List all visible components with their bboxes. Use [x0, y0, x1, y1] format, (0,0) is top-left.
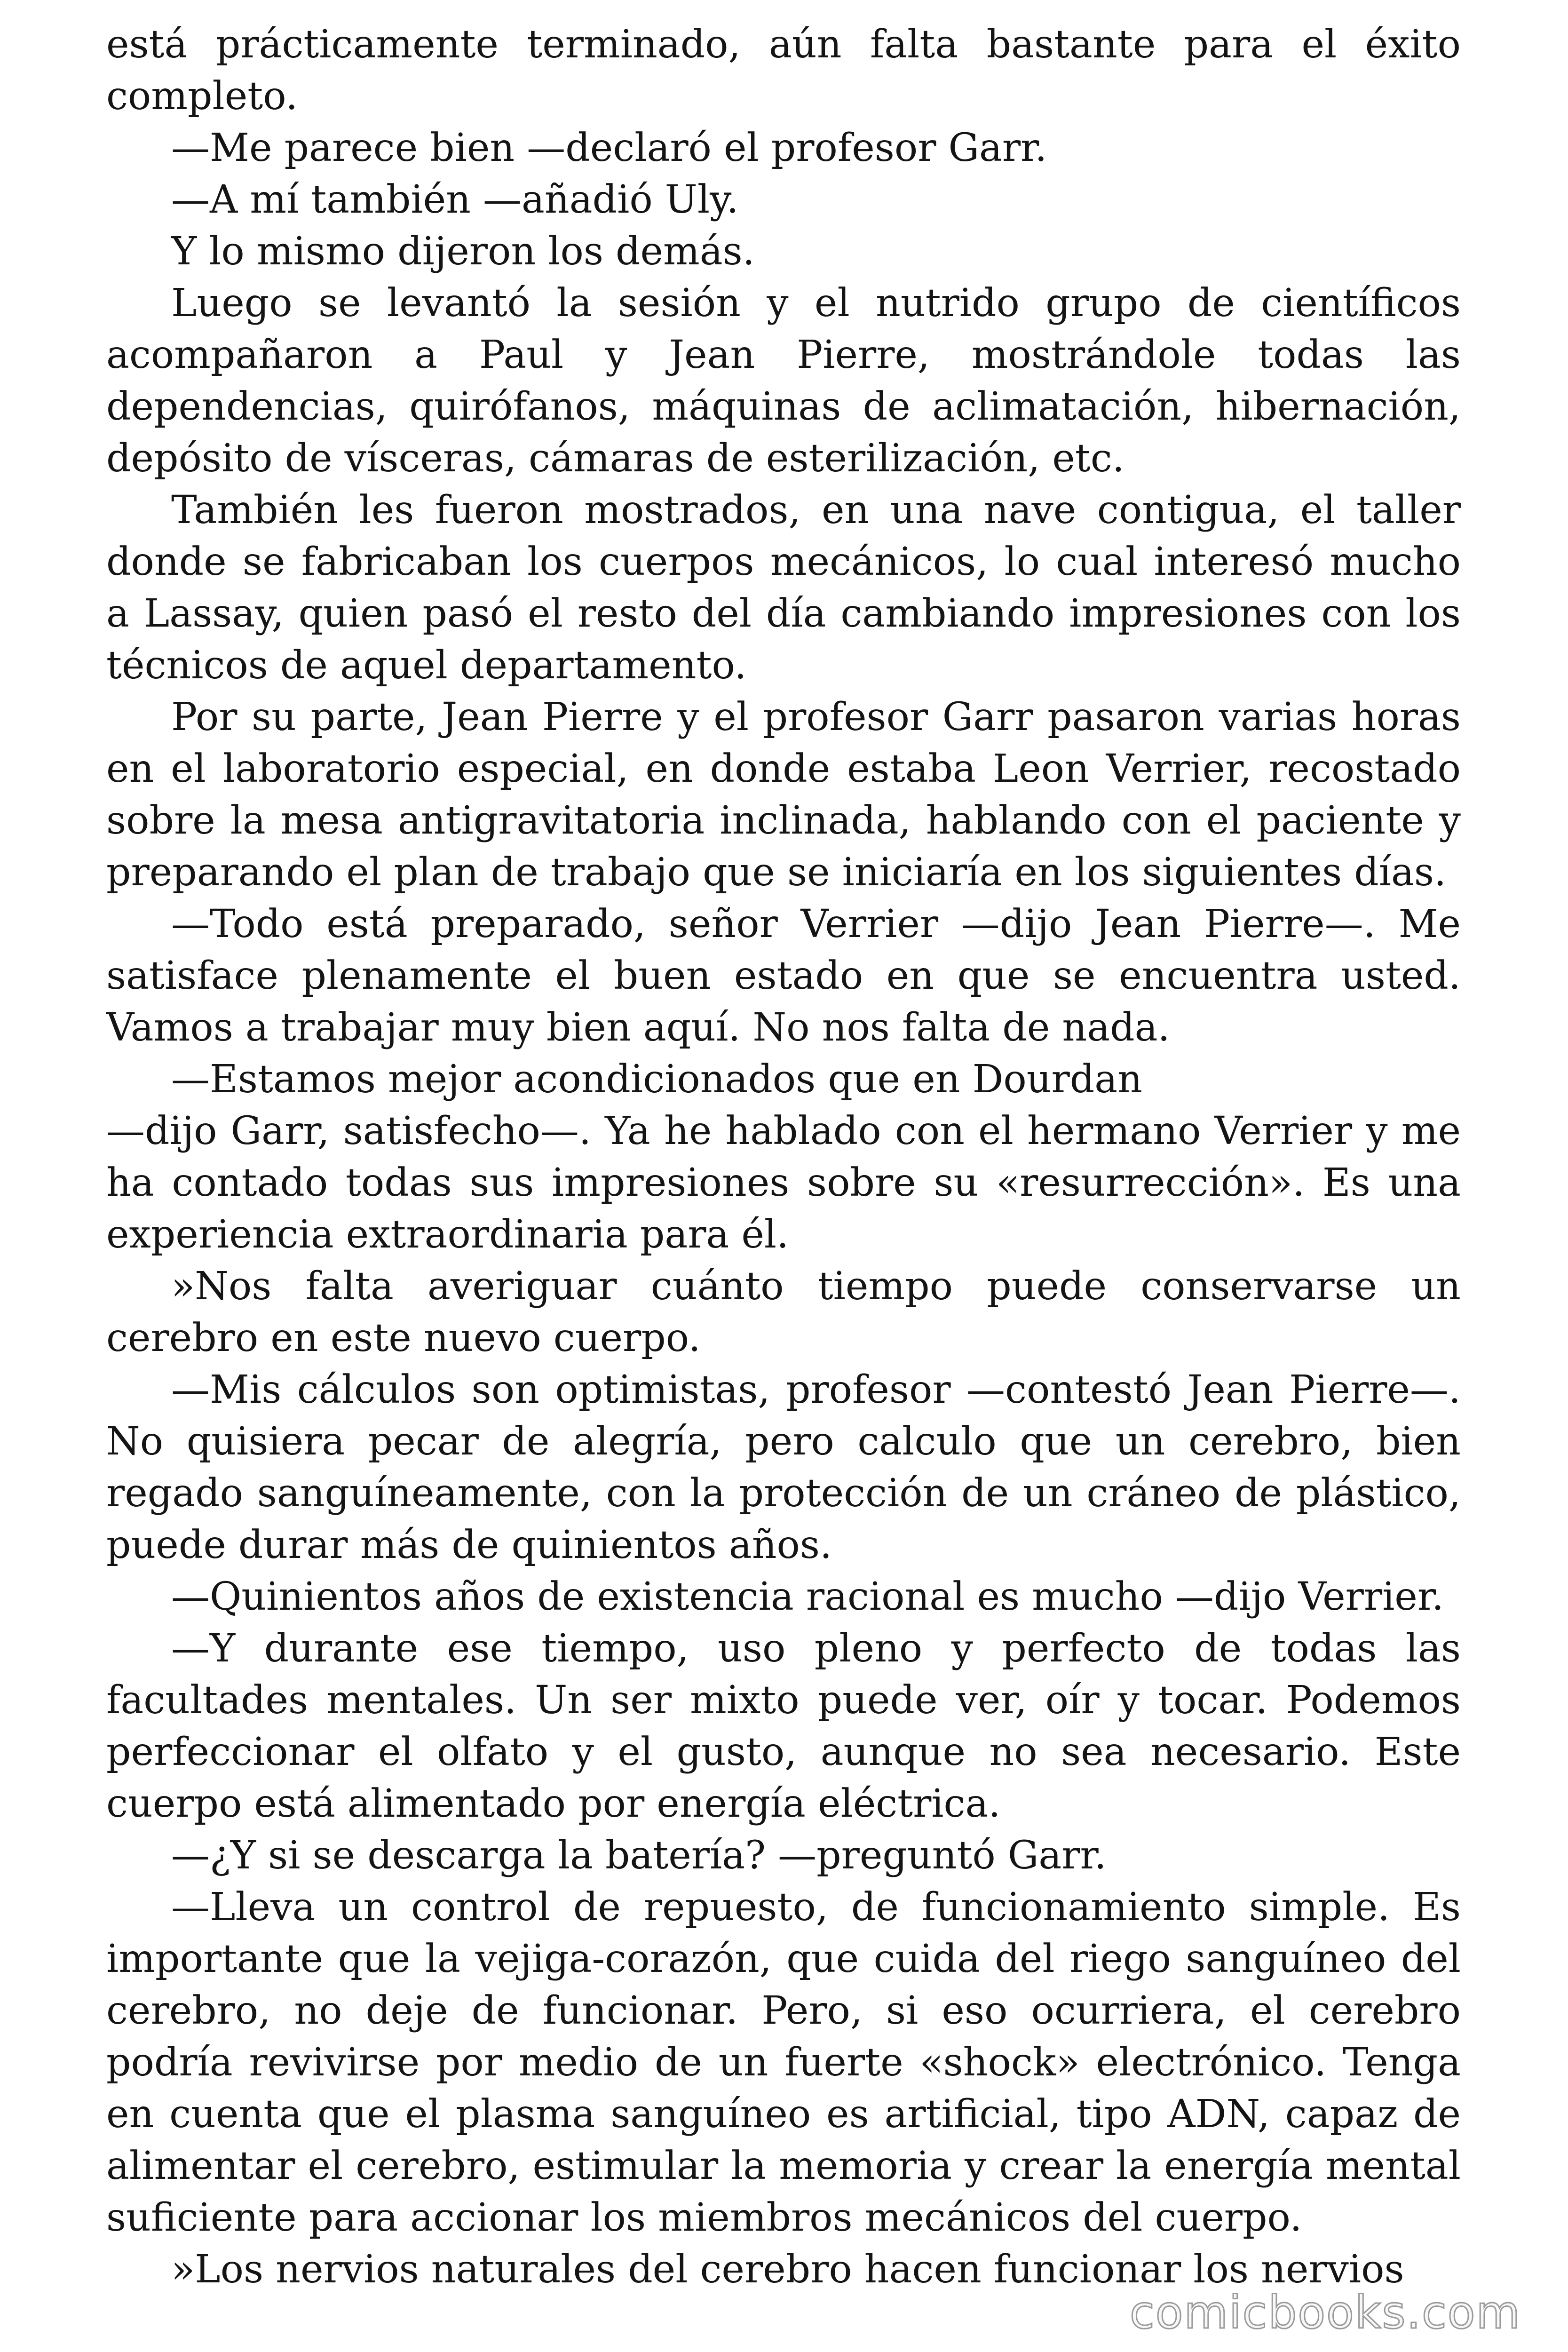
paragraph: —Y durante ese tiempo, uso pleno y perfecto de todas las facultades mentales. Un ser mixto puede ver, oír y tocar. Podemos perfeccionar el olfato y el gusto, aunque no sea necesario. Este cuerpo está alimentado por energía eléctrica. [106, 1626, 1461, 1826]
paragraph: Por su parte, Jean Pierre y el profesor Garr pasaron varias horas en el laboratorio especial, en donde estaba Leon Verrier, recostado sobre la mesa antigravitatoria inclinada, hablando con el paciente y preparando el plan de trabajo que se iniciaría en los siguientes días. [106, 695, 1461, 895]
paragraph: —A mí también —añadió Uly. [171, 177, 739, 222]
paragraph: —Mis cálculos son optimistas, profesor —contestó Jean Pierre—. No quisiera pecar de alegría, pero calculo que un cerebro, bien regado sanguíneamente, con la protección de un cráneo de plástico, puede durar más de quinientos años. [106, 1367, 1461, 1567]
paragraph: Luego se levantó la sesión y el nutrido grupo de científicos acompañaron a Paul y Jean Pierre, mostrándole todas las dependencias, quirófanos, máquinas de aclimatación, hibernación, depósito de vísceras, cámaras de esterilización, etc. [106, 281, 1461, 481]
paragraph: —Estamos mejor acondicionados que en Dourdan [171, 1057, 1142, 1102]
paragraph: —Quinientos años de existencia racional es mucho —dijo Verrier. [171, 1574, 1444, 1619]
paragraph: —Todo está preparado, señor Verrier —dijo Jean Pierre—. Me satisface plenamente el buen estado en que se encuentra usted. Vamos a trabajar muy bien aquí. No nos falta de nada. [106, 902, 1461, 1050]
paragraph: —Lleva un control de repuesto, de funcionamiento simple. Es importante que la vejiga-corazón, que cuida del riego sanguíneo del cerebro, no deje de funcionar. Pero, si eso ocurriera, el cerebro podría revivirse por medio de un fuerte «shock» electrónico. Tenga en cuenta que el plasma sanguíneo es artificial, tipo ADN, capaz de alimentar el cerebro, estimular la memoria y crear la energía mental suficiente para accionar los miembros mecánicos del cuerpo. [106, 1885, 1461, 2240]
paragraph: —Me parece bien —declaró el profesor Garr. [171, 126, 1047, 170]
paragraph: »Los nervios naturales del cerebro hacen funcionar los nervios [171, 2247, 1404, 2292]
paragraph: También les fueron mostrados, en una nave contigua, el taller donde se fabricaban los cuerpos mecánicos, lo cual interesó mucho a Lassay, quien pasó el resto del día cambiando impresiones con los técnicos de aquel departamento. [106, 488, 1461, 688]
paragraph: está prácticamente terminado, aún falta bastante para el éxito completo. [106, 22, 1461, 119]
book-page-text [106, 19, 1461, 2296]
watermark-logo: comicbooks.com [1129, 2286, 1521, 2339]
paragraph: —¿Y si se descarga la batería? —preguntó Garr. [171, 1833, 1107, 1878]
paragraph: »Nos falta averiguar cuánto tiempo puede conservarse un cerebro en este nuevo cuerpo. [106, 1264, 1461, 1360]
paragraph: Y lo mismo dijeron los demás. [171, 229, 755, 274]
paragraph: —dijo Garr, satisfecho—. Ya he hablado con el hermano Verrier y me ha contado todas sus impresiones sobre su «resurrección». Es una experiencia extraordinaria para él. [106, 1109, 1461, 1257]
